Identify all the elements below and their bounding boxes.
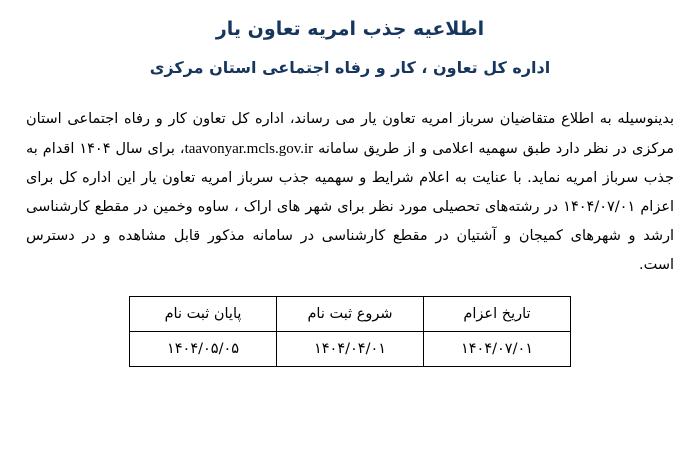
taavonyar-portal-url: taavonyar.mcls.gov.ir — [184, 140, 314, 157]
body-paragraph-last-word: است. — [638, 256, 674, 273]
table-header-registration-start: شروع ثبت نام — [277, 296, 424, 331]
dates-table — [129, 296, 571, 367]
table-header-row — [130, 296, 571, 331]
dates-table-wrapper — [26, 296, 674, 367]
table-row — [130, 331, 571, 366]
cell-registration-start: ۱۴۰۴/۰۴/۰۱ — [277, 331, 424, 366]
cell-registration-end: ۱۴۰۴/۰۵/۰۵ — [130, 331, 277, 366]
table-header-dispatch-date: تاریخ اعزام — [424, 296, 571, 331]
body-paragraph-part-2: ، برای سال ۱۴۰۴ اقدام به جذب سرباز امریه نماید. با عنایت به اعلام شرایط و سهمیه جذب سرباز امریه تعاون یار این اداره کل برای اعزام ۱۴۰۴/۰۷/۰۱ در رشته‌های تحصیلی مورد نظر برای شهر های اراک ، ساوه وخمین در مقطع کارشناسی ارشد و شهرهای کمیجان و آشتیان در مقطع کارشناسی در سامانه مذکور قابل مشاهده و در دسترس — [26, 140, 675, 244]
table-header-registration-end: پایان ثبت نام — [130, 296, 277, 331]
announcement-body — [26, 105, 674, 251]
page-subtitle: اداره کل تعاون ، کار و رفاه اجتماعی استان مرکزی — [149, 57, 551, 77]
body-paragraph-part-1: بدینوسیله به اطلاع متقاضیان سرباز امریه تعاون یار می رساند، اداره کل تعاون کار و رفاه اجتماعی استان مرکزی در نظر دارد طبق سهمیه اعلامی و از طریق سامانه — [26, 110, 674, 157]
page-title: اطلاعیه جذب امریه تعاون یار — [215, 18, 485, 40]
cell-dispatch-date: ۱۴۰۴/۰۷/۰۱ — [424, 331, 571, 366]
